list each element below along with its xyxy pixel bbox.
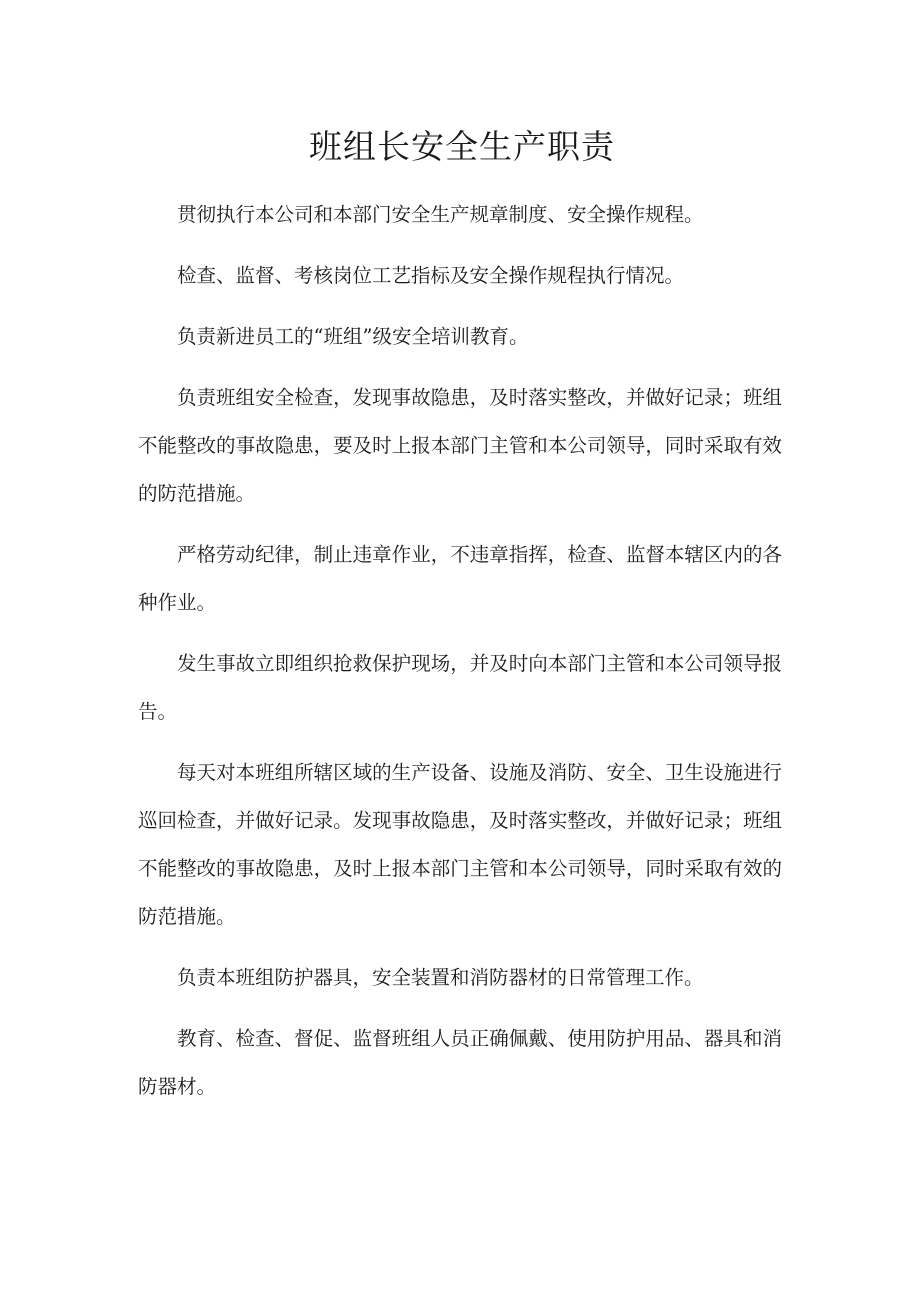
- paragraph-6: 发生事故立即组织抢救保护现场，并及时向本部门主管和本公司领导报告。: [138, 651, 782, 723]
- paragraph-4: 负责班组安全检查，发现事故隐患，及时落实整改，并做好记录；班组不能整改的事故隐患，要及时上报本部门主管和本公司领导，同时采取有效的防范措施。: [138, 385, 782, 505]
- paragraph-2: 检查、监督、考核岗位工艺指标及安全操作规程执行情况。: [177, 263, 685, 287]
- paragraph-7: 每天对本班组所辖区域的生产设备、设施及消防、安全、卫生设施进行巡回检查，并做好记录。发现事故隐患，及时落实整改，并做好记录；班组不能整改的事故隐患，及时上报本部门主管和本公司领导，同时采取有效的防范措施。: [138, 760, 782, 928]
- paragraph-9: 教育、检查、督促、监督班组人员正确佩戴、使用防护用品、器具和消防器材。: [138, 1026, 782, 1098]
- paragraph-5: 严格劳动纪律，制止违章作业，不违章指挥，检查、监督本辖区内的各种作业。: [138, 542, 782, 614]
- paragraph-8: 负责本班组防护器具，安全装置和消防器材的日常管理工作。: [177, 965, 704, 989]
- document-title: 班组长安全生产职责: [309, 127, 615, 166]
- paragraph-3: 负责新进员工的“班组”级安全培训教育。: [177, 324, 529, 348]
- paragraph-1: 贯彻执行本公司和本部门安全生产规章制度、安全操作规程。: [177, 202, 704, 226]
